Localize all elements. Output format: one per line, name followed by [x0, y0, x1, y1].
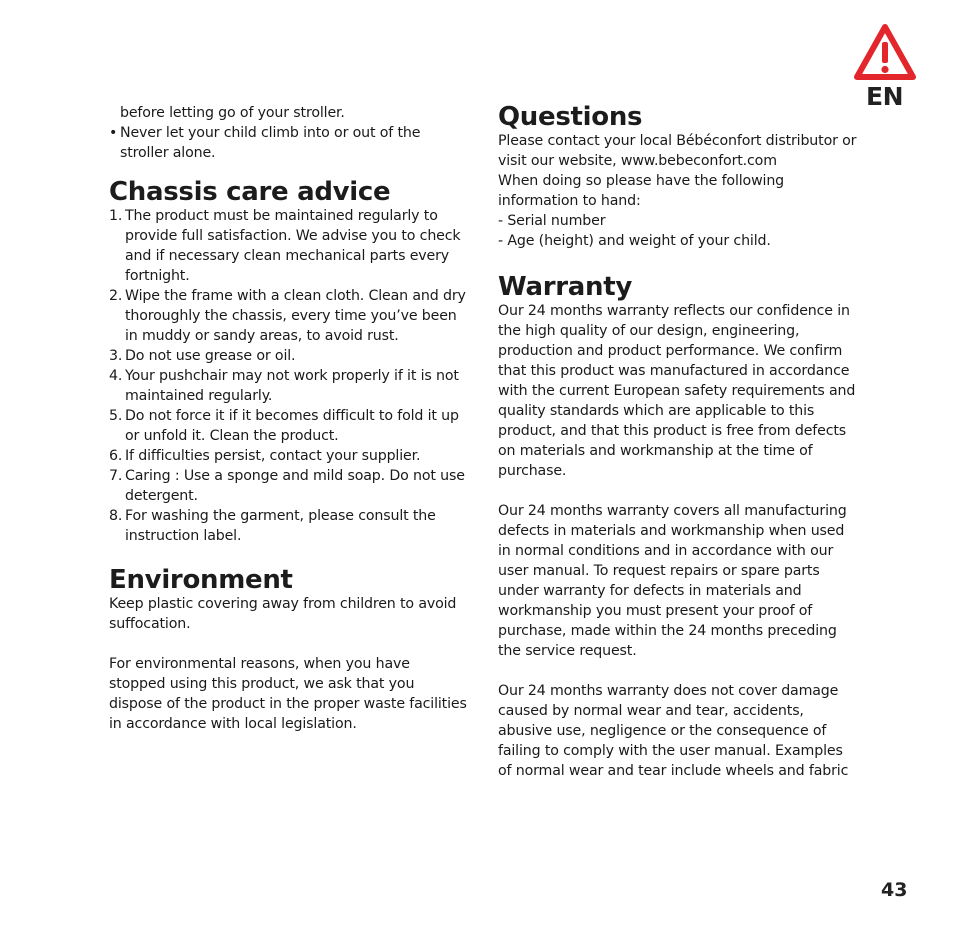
intro-bullet-text: Never let your child climb into or out of the stroller alone. — [120, 125, 421, 161]
left-column — [109, 0, 469, 734]
list-item: 4. Your pushchair may not work properly if it is not maintained regularly. — [109, 368, 459, 404]
questions-line-serial: - Serial number — [498, 213, 606, 229]
warning-triangle-icon — [853, 22, 917, 86]
warranty-paragraph-1: Our 24 months warranty reflects our confidence in the high quality of our design, engineering, production and product performance. We confirm that this product was manufactured in accordance with the current European safety requirements and quality standards which are applicable to this product, and that this product is free from defects on materials and workmanship at the time of purchase. — [498, 303, 856, 479]
environment-paragraph-1: Keep plastic covering away from children to avoid suffocation. — [109, 596, 457, 632]
list-item: 7. Caring : Use a sponge and mild soap. Do not use detergent. — [109, 468, 465, 504]
warranty-paragraph-2: Our 24 months warranty covers all manufacturing defects in materials and workmanship when used in normal conditions and in accordance with our user manual. To request repairs or spare parts under warranty for defects in materials and workmanship you must present your proof of purchase, made within the 24 months preceding the service request. — [498, 503, 847, 659]
chassis-heading: Chassis care advice — [109, 177, 391, 207]
right-column — [498, 0, 858, 781]
page-number: 43 — [881, 879, 908, 901]
list-item: 1. The product must be maintained regularly to provide full satisfaction. We advise you to check and if necessary clean mechanical parts every fortnight. — [109, 208, 461, 284]
questions-line-age: - Age (height) and weight of your child. — [498, 233, 771, 249]
list-item: 3. Do not use grease or oil. — [109, 348, 296, 364]
list-item: 6. If difficulties persist, contact your supplier. — [109, 448, 421, 464]
language-code: EN — [866, 82, 904, 111]
warranty-paragraph-3: Our 24 months warranty does not cover damage caused by normal wear and tear, accidents, abusive use, negligence or the consequence of failing to comply with the user manual. Examples of normal wear and tear include wheels and fabric — [498, 683, 849, 779]
list-item: 2. Wipe the frame with a clean cloth. Clean and dry thoroughly the chassis, every time you’ve been in muddy or sandy areas, to avoid rust. — [109, 288, 466, 344]
questions-heading: Questions — [498, 102, 643, 132]
environment-paragraph-2: For environmental reasons, when you have stopped using this product, we ask that you dispose of the product in the proper waste facilities in accordance with local legislation. — [109, 656, 467, 732]
list-item: 5. Do not force it if it becomes difficult to fold it up or unfold it. Clean the product. — [109, 408, 459, 444]
environment-heading: Environment — [109, 565, 293, 595]
bullet-mark: • — [109, 125, 118, 141]
warranty-heading: Warranty — [498, 272, 632, 302]
chassis-care-list — [109, 206, 469, 546]
questions-paragraph-2: When doing so please have the following information to hand: — [498, 173, 785, 209]
list-item: 8. For washing the garment, please consult the instruction label. — [109, 508, 436, 544]
questions-paragraph-1: Please contact your local Bébéconfort distributor or visit our website, www.bebeconfort.com — [498, 133, 857, 169]
intro-bullet — [109, 123, 469, 163]
intro-continuation: before letting go of your stroller. — [120, 105, 345, 121]
